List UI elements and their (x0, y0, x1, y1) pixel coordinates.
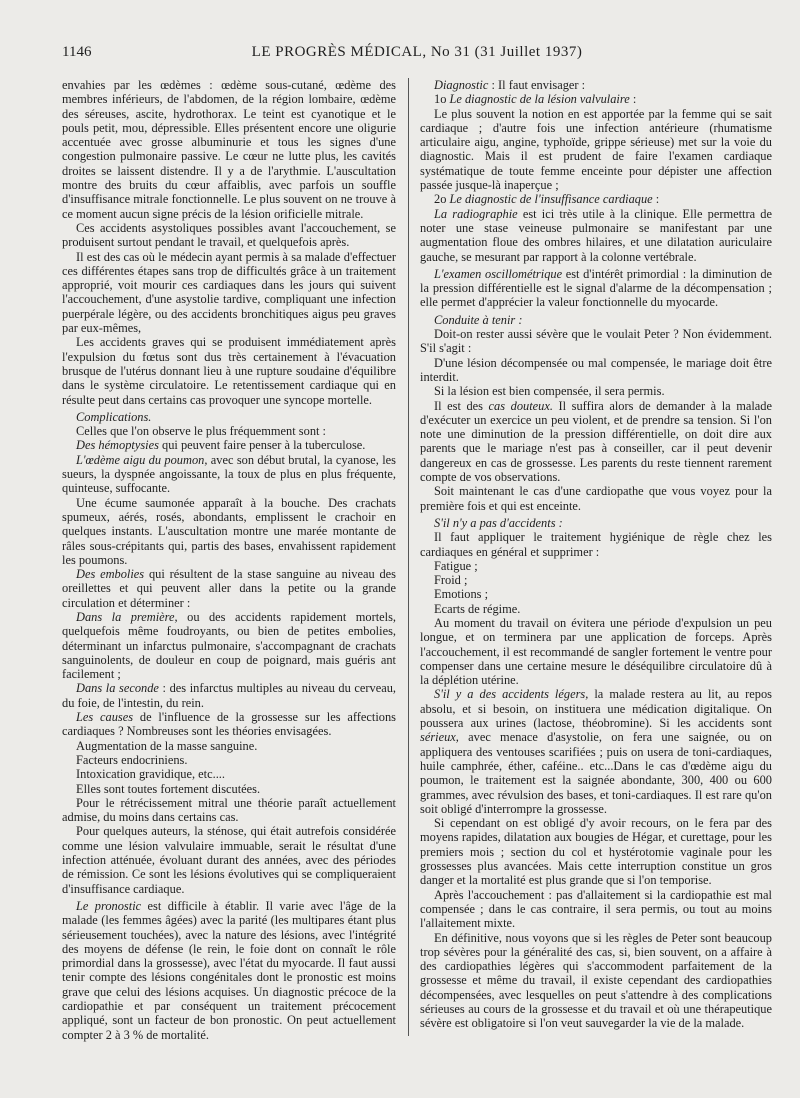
list-item: Fatigue ; (434, 558, 478, 573)
list-item: Emotions ; (434, 587, 489, 602)
running-title: LE PROGRÈS MÉDICAL, No 31 (31 Juillet 1937) (251, 44, 583, 60)
left-column (62, 78, 396, 1042)
list-item: Intoxication gravidique, etc.... (76, 767, 225, 782)
right-column (420, 78, 772, 1031)
paragraph: Dans la première, ou des accidents rapidement mortels, quelquefois même foudroyants, ou bien de petites embolies, déterminant un infarctus pulmonaire, s'accompagnant de crachats sanguinolents, de douleur en coup de poignard, mais guéris ant facilement ; (62, 609, 396, 682)
section-heading: S'il n'y a pas d'accidents : (434, 515, 563, 530)
paragraph: Après l'accouchement : pas d'allaitement si la cardiopathie est mal compensée ; dans le cas contraire, il sera permis, ou tout au moins l'allaitement mixte. (420, 887, 772, 931)
page-number: 1146 (62, 44, 92, 60)
paragraph: Les causes de l'influence de la grossesse sur les affections cardiaques ? Nombreuses sont les théories envisagées. (62, 710, 396, 739)
paragraph: D'une lésion décompensée ou mal compensée, le mariage doit être interdit. (420, 355, 772, 384)
paragraph: En définitive, nous voyons que si les règles de Peter sont beaucoup trop sévères pour la généralité des cas, si, bien souvent, on a affaire à des cardiopathies légères qui s'accommodent parfaitement de la grossesse et même du travail, il existe cependant des cardiopathies décompensées, avec lesquelles on peut s'attendre à des complications sérieuses au cours de la grossesse et du travail et où une thérapeutique sévère est obligatoire si l'on veut sauvegarder la vie de la malade. (420, 930, 772, 1031)
paragraph: Pour le rétrécissement mitral une théorie paraît actuellement admise, du moins dans certains cas. (62, 795, 396, 825)
list-item: Ecarts de régime. (434, 601, 521, 616)
paragraph: envahies par les œdèmes : œdème sous-cutané, œdème des membres inférieurs, de l'abdomen, de la région lombaire, œdème des séreuses, ascite, hydrothorax. Le teint est cyanotique et le pouls petit, mou, dépressible. Elles présentent encore une oligurie accentuée avec grosse albuminurie et tous les signes d'une congestion pulmonaire passive. Le cœur ne lutte plus, les cavités droites se laissent distendre. Il y a de l'arythmie. L'auscultation montre des bruits du cœur affaiblis, avec parfois un souffle d'insuffisance mitrale fonctionnelle. Le plus souvent on ne trouve à ce moment aucun signe précis de la lésion orificielle mitrale. (62, 78, 396, 221)
paragraph: Pour quelques auteurs, la sténose, qui était autrefois considérée comme une lésion valvulaire immuable, serait le résultat d'une infection atténuée, évoluant durant des années, avec des périodes de rémission. Ce sont les lésions évolutives qui se compliqueraient d'insuffisance cardiaque. (62, 824, 396, 896)
subheading: 1o Le diagnostic de la lésion valvulaire : (434, 92, 637, 107)
column-divider (408, 78, 409, 1036)
paragraph: Une écume saumonée apparaît à la bouche. Des crachats spumeux, aérés, rosés, abondants, emplissent le crachoir en quelques instants. L'auscultation montre une marée montante de râles sous-crépitants qui, partis des bases, envahissent rapidement les poumons. (62, 495, 396, 567)
section-heading: Complications. (76, 409, 152, 424)
list-item: Facteurs endocriniens. (76, 752, 188, 767)
paragraph: Dans la seconde : des infarctus multiples au niveau du cerveau, du foie, de l'intestin, du rein. (62, 681, 396, 710)
paragraph: Au moment du travail on évitera une période d'expulsion un peu longue, et on terminera par une application de forceps. Après l'accouchement, il est recommandé de sangler fortement le ventre pour compenser dans une certaine mesure le déséquilibre circulatoire dû à la déplétion utérine. (420, 615, 772, 688)
paragraph: Il est des cas douteux. Il suffira alors de demander à la malade d'exécuter un exercice un peu violent, et de prendre sa tension. Si l'on note une diminution de la pression différentielle, on doit dire aux parents que le mariage n'est pas à conseiller, car il peut devenir dangereux en cas de grossesse. Les parents du reste tiennent rarement compte de vos observations. (420, 398, 772, 485)
list-item: Augmentation de la masse sanguine. (76, 738, 258, 753)
paragraph: Ces accidents asystoliques possibles avant l'accouchement, se produisent surtout pendant le travail, et quelquefois après. (62, 220, 396, 250)
paragraph: Si cependant on est obligé d'y avoir recours, on le fera par des moyens rapides, dilatation aux bougies de Hégar, et curettage, pour les premiers mois ; section du col et hystérotomie vaginale pour les grossesses plus avancées. Mais cette interruption constitue un gros danger et la mortalité est plus grande que si l'on temporise. (420, 816, 772, 888)
paragraph: Il est des cas où le médecin ayant permis à sa malade d'effectuer ces différentes étapes sans trop de difficultés grâce à un traitement approprié, voit mourir ces cardiaques dans les jours qui suivent l'accouchement, d'une asystolie tardive, compliquant une infection puerpérale légère, ou des accidents bronchitiques aigus peu graves par eux-mêmes, (62, 249, 396, 336)
paragraph: S'il y a des accidents légers, la malade restera au lit, au repos absolu, et si besoin, on instituera une médication digitalique. On poussera aux urines (lactose, théobromine). Si les accidents sont sérieux, avec menace d'asystolie, on fera une saignée, ou on appliquera des ventouses scarifiées ; puis on usera de toni-cardiaques, huile camphrée, éther, caféine.. etc...Dans le cas d'œdème aigu du poumon, le traitement est la saignée abondante, 300, 400 ou 600 grammes, avec révulsion des bases, et toni-cardiaques. Il est rare qu'on soit obligé d'interrompre la grossesse. (420, 687, 772, 816)
paragraph: Le pronostic est difficile à établir. Il varie avec l'âge de la malade (les femmes âgées) avec la parité (les multipares étant plus sérieusement touchées), avec la nature des lésions, avec l'intégrité des moyens de défense (le rein, le foie dont on connaît le rôle primordial dans la grossesse), avec l'état du myocarde. Il faut aussi tenir compte des lésions congénitales dont le pronostic est moins grave que celui des lésions acquises. Un diagnostic précoce de la cardiopathie et par conséquent un traitement précocement appliqué, sont un facteur de bon pronostic. On peut actuellement compter 2 à 3 % de mortalité. (62, 898, 396, 1042)
paragraph: Des hémoptysies qui peuvent faire penser à la tuberculose. (76, 438, 366, 453)
subheading: 2o Le diagnostic de l'insuffisance cardiaque : (434, 192, 660, 207)
list-item: Froid ; (434, 573, 468, 588)
paragraph: L'examen oscillométrique est d'intérêt primordial : la diminution de la pression différentielle est le signal d'alarme de la décompensation ; elle permet d'apprécier la valeur fonctionnelle du myocarde. (420, 266, 773, 310)
paragraph: L'œdème aigu du poumon, avec son début brutal, la cyanose, les sueurs, la dyspnée angoissante, la toux de plus en plus fréquente, quinteuse, suffocante. (62, 452, 397, 496)
paragraph: Celles que l'on observe le plus fréquemment sont : (76, 424, 326, 439)
paragraph: Les accidents graves qui se produisent immédiatement après l'expulsion du fœtus sont dus très certainement à l'évacuation brusque de l'utérus donnant lieu à une rupture soudaine d'équilibre dans le système circulatoire. Le retentissement cardiaque qui en résulte peut dans certains cas provoquer une syncope mortelle. (62, 335, 396, 407)
paragraph: Elles sont toutes fortement discutées. (76, 781, 261, 796)
section-heading: Conduite à tenir : (434, 312, 523, 327)
paragraph: Doit-on rester aussi sévère que le voulait Peter ? Non évidemment. S'il s'agit : (420, 327, 772, 356)
paragraph: Soit maintenant le cas d'une cardiopathe que vous voyez pour la première fois et qui est enceinte. (420, 484, 772, 513)
paragraph: La radiographie est ici très utile à la clinique. Elle permettra de noter une stase veineuse pulmonaire se manifestant par une augmentation floue des ombres hilaires, et une dilatation auriculaire gauche, se mesurant par rapport à la colonne vertébrale. (420, 206, 772, 264)
paragraph: Le plus souvent la notion en est apportée par la femme qui se sait cardiaque ; d'autre fois une infection antérieure (rhumatisme articulaire aigu, angine, typhoïde, grippe sérieuse) met sur la voie du diagnostic. Mais il est prudent de faire l'examen cardiaque systématique de toute femme enceinte pour dépister une affection passée jusque-là inaperçue ; (420, 106, 772, 193)
paragraph: Des embolies qui résultent de la stase sanguine au niveau des oreillettes et qui peuvent aller dans la petite ou la grande circulation et déterminer : (62, 567, 396, 610)
paragraph: Il faut appliquer le traitement hygiénique de règle chez les cardiaques en général et supprimer : (420, 530, 772, 559)
paragraph: Diagnostic : Il faut envisager : (434, 78, 586, 92)
page-header (62, 44, 772, 66)
paragraph: Si la lésion est bien compensée, il sera permis. (434, 384, 665, 399)
